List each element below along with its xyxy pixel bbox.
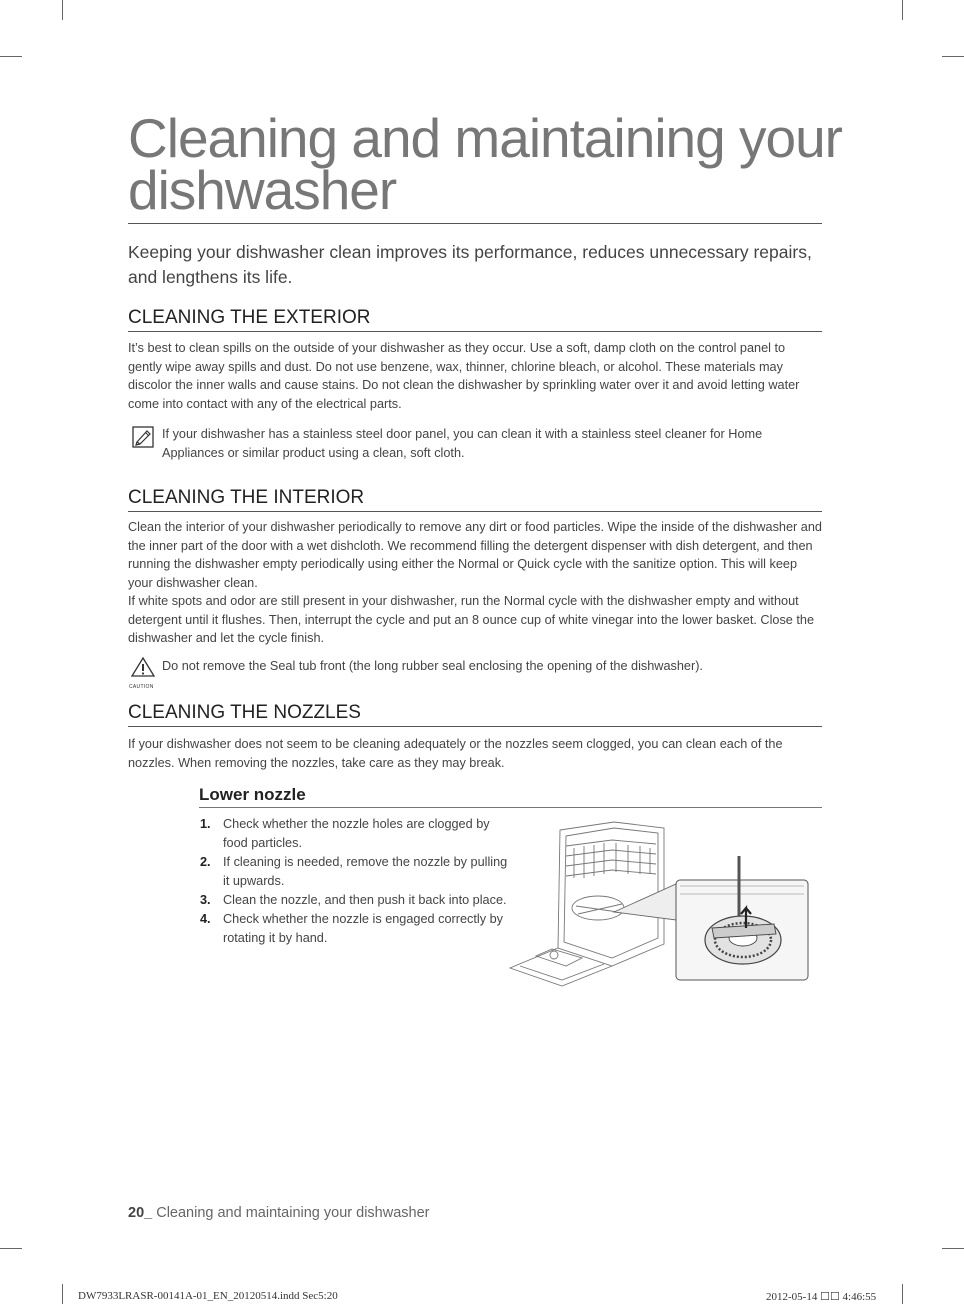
list-item xyxy=(199,910,509,948)
page-number: 20_ xyxy=(128,1205,153,1221)
crop-mark xyxy=(62,1284,63,1304)
print-slug-left: DW7933LRASR-00141A-01_EN_20120514.indd Sec5:20 xyxy=(78,1290,338,1302)
step-number: 3. xyxy=(200,893,211,907)
step-number: 4. xyxy=(200,912,211,926)
crop-mark xyxy=(902,1284,903,1304)
crop-mark xyxy=(902,0,903,20)
section-heading-nozzles: CLEANING THE NOZZLES xyxy=(128,701,822,727)
crop-mark xyxy=(942,1248,964,1249)
exterior-body: It’s best to clean spills on the outside of your dishwasher as they occur. Use a soft, damp cloth on the control panel to gently wipe away spills and dust. Do not use benzene, wax, thinner, chlorine bleach, or alcohol. These materials may discolor the inner walls and cause stains. Do not clean the dishwasher by sprinkling water over it and avoid letting water come into contact with any of the electrical parts. xyxy=(128,341,800,411)
step-number: 2. xyxy=(200,855,211,869)
dishwasher-nozzle-illustration xyxy=(506,816,812,988)
lower-nozzle-steps xyxy=(199,815,509,948)
step-number: 1. xyxy=(200,817,211,831)
footer-title: Cleaning and maintaining your dishwasher xyxy=(152,1205,430,1221)
interior-body-1: Clean the interior of your dishwasher periodically to remove any dirt or food particles. Wipe the inside of the dishwasher and the inner part of the door with a wet dishcloth. We recommend filling the detergent dispenser with dish detergent, and then running the dishwasher empty periodically using either the Normal or Quick cycle with the sanitize option. This will keep your dishwasher clean. xyxy=(128,520,822,590)
intro-text: Keeping your dishwasher clean improves its performance, reduces unnecessary repairs, and lengthens its life. xyxy=(128,242,812,287)
section-heading-interior: CLEANING THE INTERIOR xyxy=(128,486,822,512)
section-heading-exterior: CLEANING THE EXTERIOR xyxy=(128,306,822,332)
caution-interior xyxy=(128,657,822,689)
page-title xyxy=(128,107,842,221)
list-item xyxy=(199,891,509,910)
step-text: Check whether the nozzle is engaged correctly by rotating it by hand. xyxy=(223,912,503,945)
interior-body-2: If white spots and odor are still present in your dishwasher, run the Normal cycle with the dishwasher empty and without detergent until it flushes. Then, interrupt the cycle and put an 8 ounce cup of white vinegar into the lower basket. Close the dishwasher and let the cycle finish. xyxy=(128,594,815,645)
title-rule xyxy=(128,223,822,224)
page-title-line2: dishwasher xyxy=(128,159,397,221)
crop-mark xyxy=(0,1248,22,1249)
crop-mark xyxy=(62,0,63,20)
step-text: If cleaning is needed, remove the nozzle by pulling it upwards. xyxy=(223,855,508,888)
step-text: Clean the nozzle, and then push it back into place. xyxy=(223,893,507,907)
crop-mark xyxy=(942,56,964,57)
print-slug-right: 2012-05-14 ☐☐ 4:46:55 xyxy=(766,1291,877,1303)
caution-label: CAUTION xyxy=(129,684,154,690)
caution-text: Do not remove the Seal tub front (the long rubber seal enclosing the opening of the dishwasher). xyxy=(162,659,703,673)
note-exterior xyxy=(128,425,822,463)
subheading-lower-nozzle: Lower nozzle xyxy=(199,784,822,808)
page-footer xyxy=(128,1205,429,1221)
step-text: Check whether the nozzle holes are clogged by food particles. xyxy=(223,817,490,850)
list-item xyxy=(199,815,509,853)
page-title-line1: Cleaning and maintaining your xyxy=(128,107,842,169)
note-text: If your dishwasher has a stainless steel door panel, you can clean it with a stainless steel cleaner for Home Appliances or similar product using a clean, soft cloth. xyxy=(162,427,763,460)
list-item xyxy=(199,853,509,891)
nozzles-body: If your dishwasher does not seem to be cleaning adequately or the nozzles seem clogged, you can clean each of the nozzles. When removing the nozzles, take care as they may break. xyxy=(128,737,783,770)
note-icon xyxy=(132,426,154,448)
crop-mark xyxy=(0,56,22,57)
